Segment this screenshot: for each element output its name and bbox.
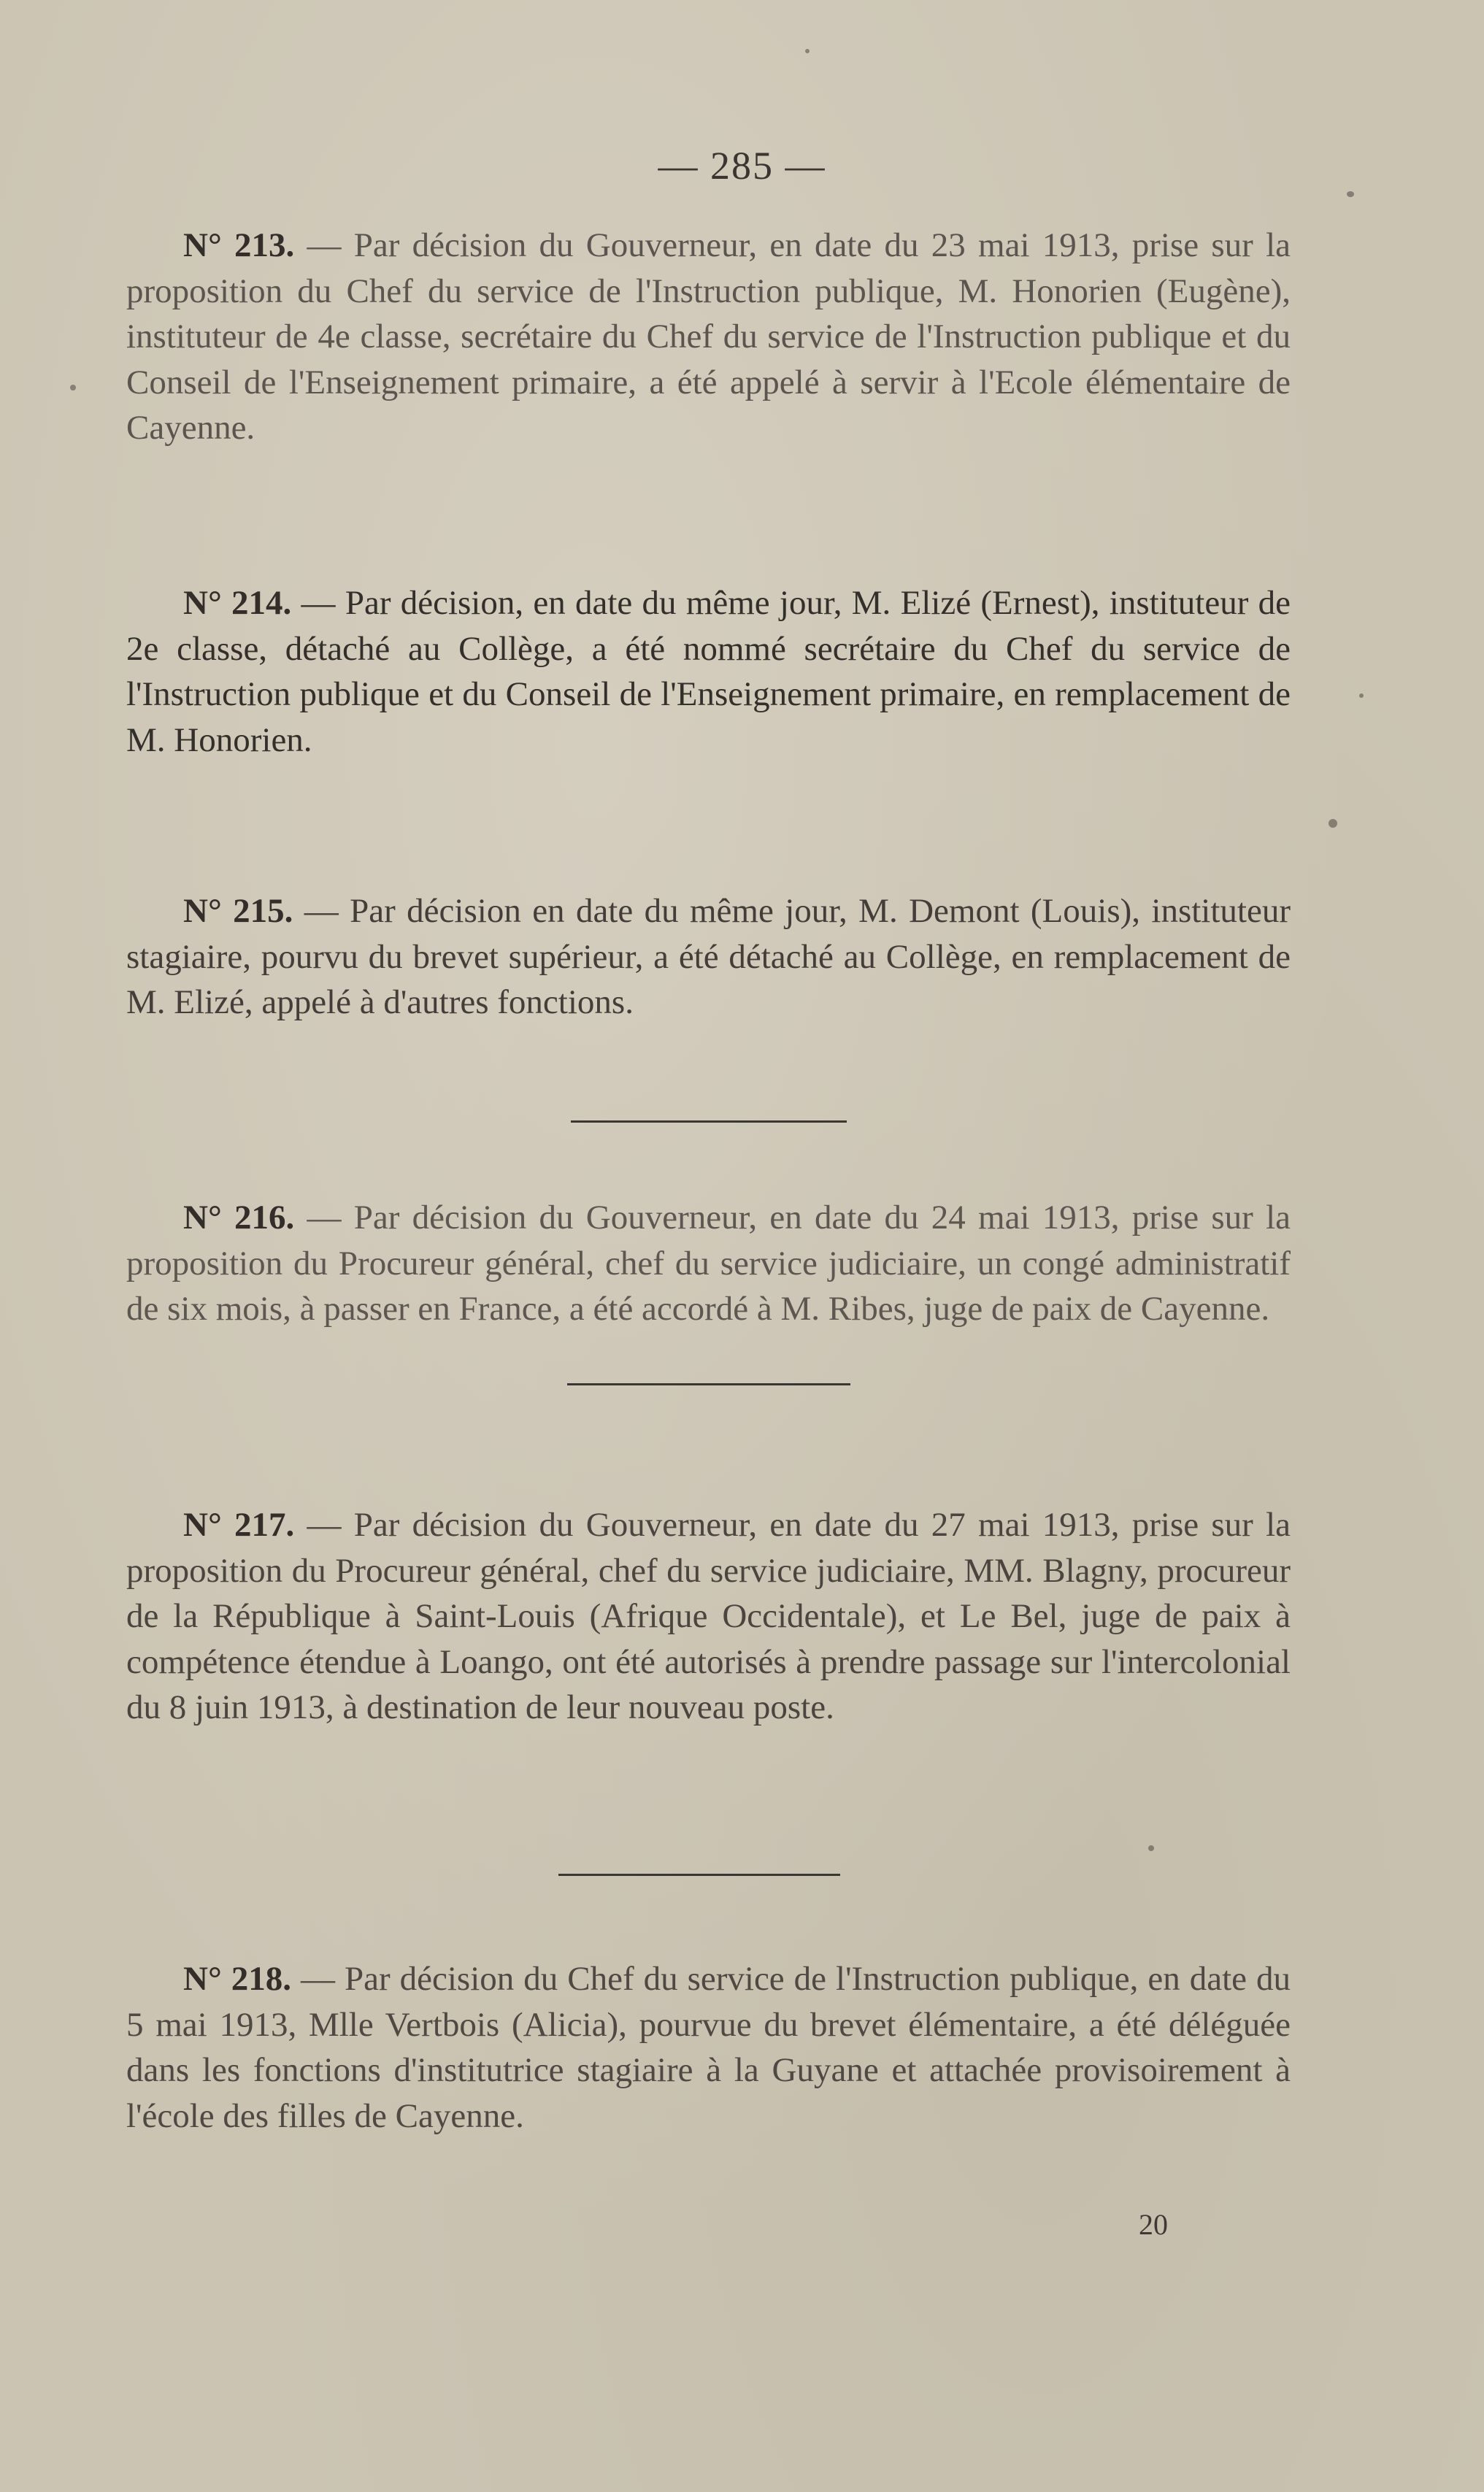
decision-number: N° 217. xyxy=(183,1506,295,1544)
decision-214 xyxy=(126,580,1291,763)
decision-text: — Par décision du Gouverneur, en date du 27 mai 1913, prise sur la proposition du Procureur général, chef du service judiciaire, MM. Blagny, procureur de la République à Saint-Louis (Afrique Occidentale), et Le Bel, juge de paix à compétence étendue à Loango, ont été autorisés à prendre passage sur l'intercolonial du 8 juin 1913, à destination de leur nouveau poste. xyxy=(126,1506,1291,1726)
paper-speck xyxy=(805,49,810,53)
section-divider xyxy=(571,1120,847,1123)
decision-number: N° 214. xyxy=(183,584,292,622)
decision-text: — Par décision du Chef du service de l'Instruction publique, en date du 5 mai 1913, Mlle Vertbois (Alicia), pourvue du brevet élémentaire, a été déléguée dans les fonctions d'institutrice stagiaire à la Guyane et attachée provisoirement à l'école des filles de Cayenne. xyxy=(126,1960,1291,2135)
paper-speck xyxy=(70,385,76,391)
decision-213 xyxy=(126,223,1291,451)
decision-215 xyxy=(126,888,1291,1026)
decision-number: N° 218. xyxy=(183,1960,291,1998)
decision-text: — Par décision, en date du même jour, M. Elizé (Ernest), instituteur de 2e classe, détaché au Collège, a été nommé secrétaire du Chef du service de l'Instruction publique et du Conseil de l'Enseignement primaire, en remplacement de M. Honorien. xyxy=(126,584,1291,759)
decision-216 xyxy=(126,1195,1291,1332)
section-divider xyxy=(558,1874,840,1876)
decision-text: — Par décision du Gouverneur, en date du 23 mai 1913, prise sur la proposition du Chef du service de l'Instruction publique, M. Honorien (Eugène), instituteur de 4e classe, secrétaire du Chef du service de l'Instruction publique et du Conseil de l'Enseignement primaire, a été appelé à servir à l'Ecole élémentaire de Cayenne. xyxy=(126,226,1291,447)
decision-number: N° 216. xyxy=(183,1199,295,1237)
decision-number: N° 213. xyxy=(183,226,295,264)
decision-217 xyxy=(126,1502,1291,1731)
decision-number: N° 215. xyxy=(183,892,293,930)
paper-speck xyxy=(1148,1845,1154,1851)
decision-text: — Par décision en date du même jour, M. Demont (Louis), instituteur stagiaire, pourvu du brevet supérieur, a été détaché au Collège, en remplacement de M. Elizé, appelé à d'autres fonctions. xyxy=(126,892,1291,1021)
signature-mark: 20 xyxy=(1139,2208,1168,2241)
section-divider xyxy=(567,1383,850,1385)
paper-speck xyxy=(1359,693,1364,698)
decision-text: — Par décision du Gouverneur, en date du 24 mai 1913, prise sur la proposition du Procureur général, chef du service judiciaire, un congé administratif de six mois, à passer en France, a été accordé à M. Ribes, juge de paix de Cayenne. xyxy=(126,1199,1291,1328)
page-number: — 285 — xyxy=(658,144,826,188)
decision-218 xyxy=(126,1956,1291,2139)
paper-speck xyxy=(1347,191,1354,197)
paper-speck xyxy=(1329,819,1337,828)
